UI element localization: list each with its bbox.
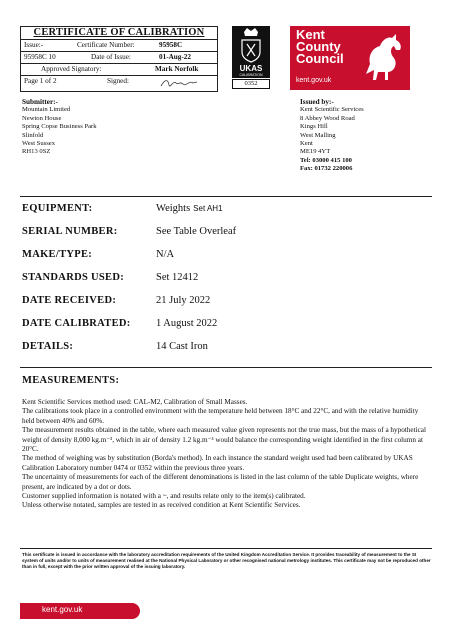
submitter-block bbox=[22, 98, 97, 157]
detail-value: N/A bbox=[156, 249, 175, 260]
measurements-paragraph: The method of weighing was by substitution (Borda's method). In each instance the standard weight used had been calibrated by UKAS Calibration Laboratory number 0474 or 0352 within the previous three years. bbox=[22, 454, 413, 472]
certificate-title: CERTIFICATE OF CALIBRATION bbox=[33, 27, 205, 38]
detail-row-details bbox=[20, 337, 432, 359]
detail-label: MAKE/TYPE: bbox=[22, 249, 93, 260]
details-top-rule bbox=[20, 196, 432, 197]
accreditation-footnote: This certificate is issued in accordance with the laboratory accreditation requirements of the United Kingdom Accreditation Service. It provides traceability of measurement to the SI system of units and/or to units of measurement realised at the National Physical Laboratory or other recognised national metrology institutes. This certificate may not be reproduced other than in full, except with the prior written approval of the issuing laboratory. bbox=[22, 552, 431, 569]
submitter-line: West Sussex bbox=[22, 140, 55, 148]
detail-value bbox=[156, 203, 223, 214]
signature-image bbox=[159, 77, 199, 89]
footer-url[interactable]: kent.gov.uk bbox=[42, 605, 83, 614]
details-bottom-rule bbox=[20, 367, 432, 368]
cert-row-4 bbox=[21, 75, 217, 91]
measurements-paragraph: The measurement results obtained in the table, where each measured value given represents not the true mass, but the mass of a hypothetical weight of density 8,000 kg.m⁻³, which in air of density 1.2 kg.m⁻³ would balance the corresponding weight identified in the first column at 20°C. bbox=[22, 426, 426, 454]
detail-label: SERIAL NUMBER: bbox=[22, 226, 118, 237]
detail-value: 1 August 2022 bbox=[156, 318, 218, 329]
detail-label: DETAILS: bbox=[22, 341, 74, 352]
issuer-line: Kent Scientific Services bbox=[300, 106, 364, 114]
measurements-paragraph: The calibrations took place in a controlled environment with the temperature held between 18°C and 22°C, and with the relative humidity held between 40% and 60%. bbox=[22, 407, 419, 425]
detail-value: See Table Overleaf bbox=[156, 226, 237, 237]
date-issue-label: Date of Issue: bbox=[91, 53, 131, 61]
detail-label: DATE RECEIVED: bbox=[22, 295, 117, 306]
cert-number-label: Certificate Number: bbox=[77, 41, 135, 49]
footer-bar bbox=[20, 603, 140, 619]
kent-county-council-logo bbox=[290, 26, 410, 90]
measurements-paragraph: Customer supplied information is notated with a ~, and results relate only to the item(s) calibrated. bbox=[22, 492, 306, 501]
issuer-line: Kings Hill bbox=[300, 123, 328, 131]
issuer-fax: Fax: 01732 220006 bbox=[300, 165, 353, 173]
svg-text:UKAS: UKAS bbox=[239, 64, 263, 73]
footnote-rule bbox=[20, 548, 432, 549]
kent-line3: Council bbox=[296, 51, 344, 66]
svg-text:CALIBRATION: CALIBRATION bbox=[239, 73, 263, 77]
ukas-number: 0352 bbox=[232, 79, 270, 89]
page-label: Page 1 of 2 bbox=[24, 77, 57, 85]
kent-line2: County bbox=[296, 39, 341, 54]
issuer-line: Kent bbox=[300, 140, 313, 148]
issuer-tel: Tel: 03000 415 100 bbox=[300, 156, 352, 164]
detail-row-serial bbox=[20, 222, 432, 244]
kent-logo-url: kent.gov.uk bbox=[296, 77, 332, 84]
detail-label: EQUIPMENT: bbox=[22, 203, 93, 214]
issuer-block bbox=[300, 98, 364, 174]
ukas-logo bbox=[232, 26, 270, 90]
detail-value-text: Weights bbox=[156, 203, 191, 214]
detail-row-equipment bbox=[20, 199, 432, 221]
date-issue: 01-Aug-22 bbox=[159, 53, 191, 61]
detail-value: Set 12412 bbox=[156, 272, 199, 283]
submitter-heading: Submitter:- bbox=[22, 98, 58, 106]
measurements-heading: MEASUREMENTS: bbox=[22, 375, 120, 386]
measurements-text bbox=[22, 398, 432, 511]
detail-row-make bbox=[20, 245, 432, 267]
submitter-line: Slinfold bbox=[22, 131, 44, 139]
measurements-paragraph: The uncertainty of measurements for each of the different denominations is listed in the last column of the table Duplicate weights, where present, are indicated by a dot or dots. bbox=[22, 473, 419, 491]
detail-value: 14 Cast Iron bbox=[156, 341, 208, 352]
detail-label: STANDARDS USED: bbox=[22, 272, 125, 283]
detail-row-standards bbox=[20, 268, 432, 290]
detail-value-sub: Set AH1 bbox=[193, 204, 223, 213]
signed-label: Signed: bbox=[107, 77, 129, 85]
certificate-header-box bbox=[20, 26, 218, 92]
kent-line1: Kent bbox=[296, 27, 325, 42]
kent-logo-text bbox=[296, 29, 344, 65]
measurements-paragraph: Kent Scientific Services method used: CAL-M2, Calibration of Small Masses. bbox=[22, 398, 248, 406]
detail-row-received bbox=[20, 291, 432, 313]
white-horse-icon bbox=[358, 30, 406, 86]
issuer-line: West Malling bbox=[300, 131, 336, 139]
submitter-line: RH13 0SZ bbox=[22, 148, 51, 156]
cert-number: 95958C bbox=[159, 41, 183, 49]
issue-value: 95958C 10 bbox=[24, 53, 56, 61]
detail-value: 21 July 2022 bbox=[156, 295, 211, 306]
issuer-line: ME19 4YT bbox=[300, 148, 331, 156]
submitter-line: Mountain Limited bbox=[22, 106, 71, 114]
approved-name: Mark Norfolk bbox=[155, 65, 199, 73]
issuer-line: 8 Abbey Wood Road bbox=[300, 114, 355, 122]
submitter-line: Spring Copse Business Park bbox=[22, 123, 97, 131]
detail-label: DATE CALIBRATED: bbox=[22, 318, 131, 329]
crown-icon bbox=[232, 26, 270, 78]
issue-label: Issue:- bbox=[24, 41, 44, 49]
submitter-line: Newton House bbox=[22, 114, 62, 122]
approved-label: Approved Signatory: bbox=[41, 65, 102, 73]
detail-row-calibrated bbox=[20, 314, 432, 336]
measurements-paragraph: Unless otherwise notated, samples are tested in as received condition at Kent Scientific Services. bbox=[22, 501, 301, 510]
issuer-heading: Issued by:- bbox=[300, 98, 334, 106]
ukas-mark bbox=[232, 26, 270, 78]
